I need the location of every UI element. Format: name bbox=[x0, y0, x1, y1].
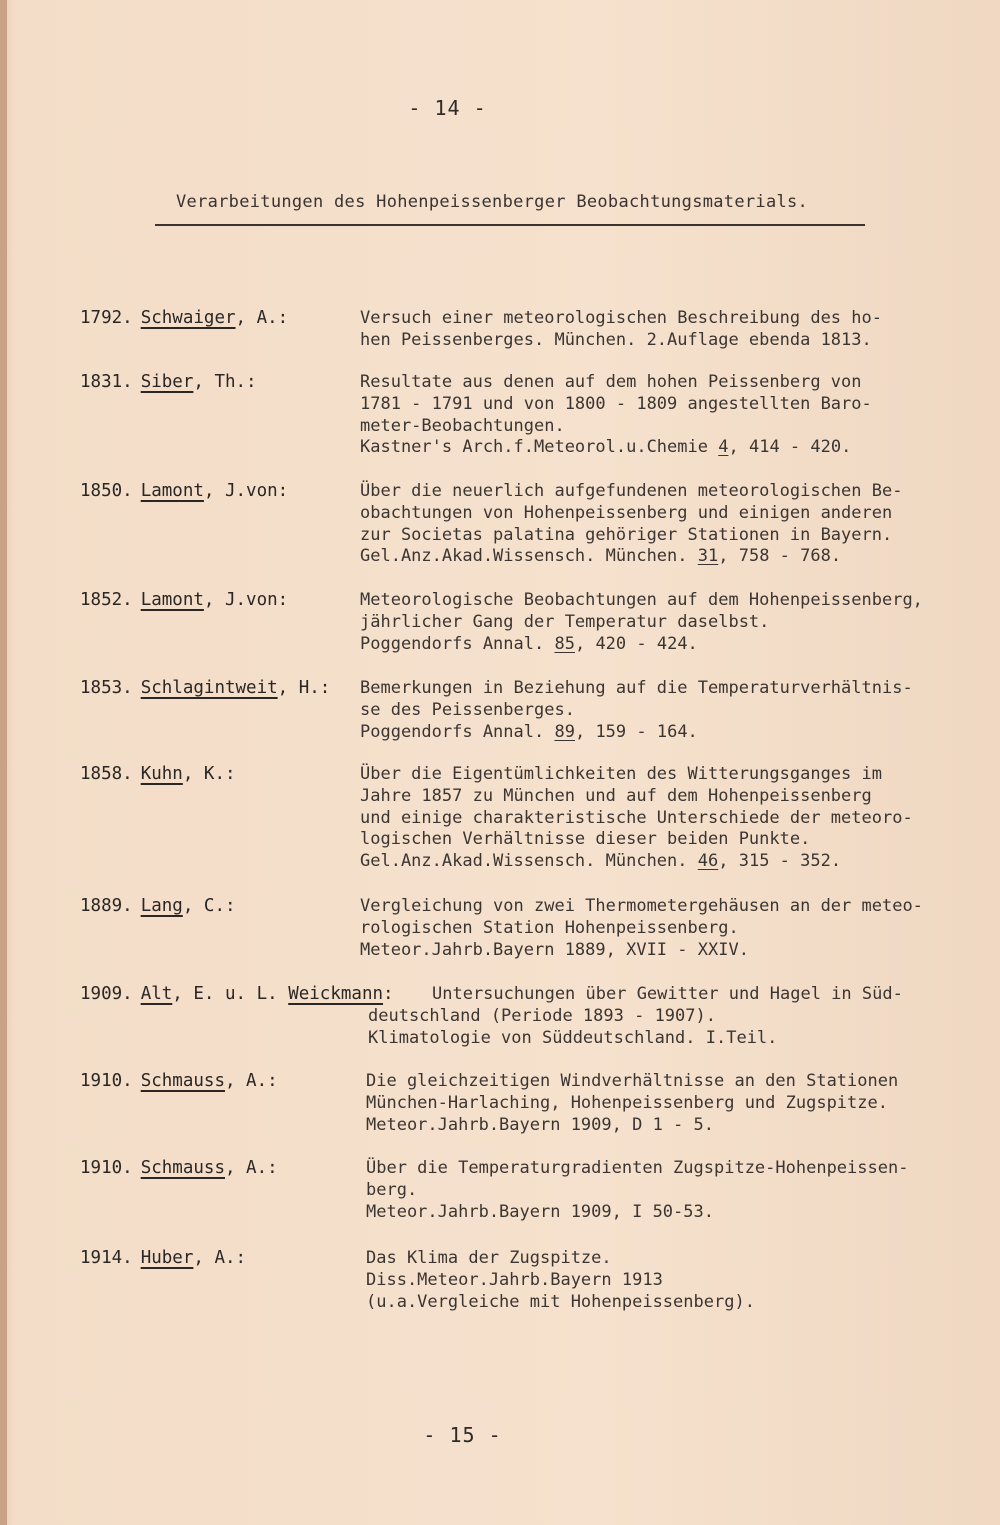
description-line: Resultate aus denen auf dem hohen Peissenberg von bbox=[360, 372, 862, 392]
description-line: se des Peissenberges. bbox=[360, 699, 575, 720]
description-line: Das Klima der Zugspitze. bbox=[366, 1248, 612, 1268]
entry-author-suffix: , Th.: bbox=[193, 372, 257, 392]
entry-reference bbox=[80, 590, 288, 610]
description-line: obachtungen von Hohenpeissenberg und einigen anderen bbox=[360, 502, 893, 523]
source-line bbox=[360, 437, 872, 459]
description-line: deutschland (Periode 1893 - 1907). bbox=[368, 1005, 716, 1026]
entry-author: Lamont bbox=[140, 590, 204, 610]
source-line bbox=[360, 722, 913, 744]
entry-author-suffix: , A.: bbox=[224, 1158, 278, 1178]
entry-year: 1858. bbox=[80, 764, 133, 784]
description-line: Diss.Meteor.Jahrb.Bayern 1913 bbox=[366, 1269, 663, 1290]
description-line: Meteor.Jahrb.Bayern 1909, D 1 - 5. bbox=[366, 1114, 714, 1135]
entry-author: Lang bbox=[140, 896, 183, 916]
entry-author: Schmauss bbox=[140, 1158, 225, 1178]
entry-author-suffix: , E. u. L. bbox=[172, 984, 289, 1004]
entry-year: 1853. bbox=[80, 678, 133, 698]
entry-description bbox=[360, 764, 913, 873]
entry-author-suffix: , K.: bbox=[182, 764, 236, 784]
page-number-bottom: - 15 - bbox=[423, 1423, 502, 1447]
entry-description bbox=[366, 1071, 898, 1136]
source-pages: , 414 - 420. bbox=[728, 437, 852, 458]
entry-author: Alt bbox=[140, 984, 173, 1004]
source-title: Gel.Anz.Akad.Wissensch. München. bbox=[360, 851, 688, 872]
description-line: Über die neuerlich aufgefundenen meteorologischen Be- bbox=[360, 481, 903, 501]
entry-reference bbox=[80, 678, 330, 698]
description-line: Meteor.Jahrb.Bayern 1889, XVII - XXIV. bbox=[360, 939, 749, 960]
entry-reference bbox=[80, 308, 288, 328]
description-line: Über die Eigentümlichkeiten des Witterungsganges im bbox=[360, 764, 882, 784]
entry-reference bbox=[80, 1248, 246, 1268]
entry-author: Kuhn bbox=[140, 764, 183, 784]
entry-reference bbox=[80, 481, 288, 501]
source-pages: , 758 - 768. bbox=[718, 546, 842, 567]
description-line: Meteor.Jahrb.Bayern 1909, I 50-53. bbox=[366, 1201, 714, 1222]
entry-description bbox=[360, 372, 872, 459]
description-line: meter-Beobachtungen. bbox=[360, 415, 565, 436]
entry-description bbox=[432, 984, 903, 1006]
description-line: jährlicher Gang der Temperatur daselbst. bbox=[360, 611, 770, 632]
entry-author-suffix: , J.von: bbox=[203, 481, 289, 501]
entry-author-second-suffix: : bbox=[383, 984, 394, 1004]
entry-year: 1909. bbox=[80, 984, 133, 1004]
entry-author-suffix: , H.: bbox=[277, 678, 331, 698]
description-line: hen Peissenberges. München. 2.Auflage ebenda 1813. bbox=[360, 329, 872, 350]
entry-description bbox=[360, 896, 923, 961]
entry-author: Schwaiger bbox=[140, 308, 236, 328]
source-pages: , 159 - 164. bbox=[574, 721, 698, 742]
entry-author: Huber bbox=[140, 1248, 194, 1268]
entry-reference bbox=[80, 1158, 278, 1178]
entry-reference bbox=[80, 984, 394, 1004]
entry-author-suffix: , A.: bbox=[235, 308, 289, 328]
entry-year: 1852. bbox=[80, 590, 133, 610]
description-line: rologischen Station Hohenpeissenberg. bbox=[360, 917, 739, 938]
entry-year: 1792. bbox=[80, 308, 133, 328]
section-heading: Verarbeitungen des Hohenpeissenberger Beobachtungsmaterials. bbox=[176, 192, 809, 212]
description-line: Untersuchungen über Gewitter und Hagel in Süd- bbox=[432, 984, 903, 1004]
page-number-top: - 14 - bbox=[408, 96, 487, 120]
heading-underline bbox=[155, 224, 865, 226]
entry-year: 1889. bbox=[80, 896, 133, 916]
entry-description bbox=[360, 590, 923, 655]
entry-description bbox=[360, 678, 913, 743]
entry-author: Schlagintweit bbox=[140, 678, 278, 698]
source-title: Poggendorfs Annal. bbox=[360, 721, 545, 742]
source-volume: 85 bbox=[554, 633, 575, 654]
description-line: und einige charakteristische Unterschiede der meteoro- bbox=[360, 807, 913, 828]
source-line bbox=[360, 634, 923, 656]
source-volume: 89 bbox=[554, 721, 575, 742]
entry-reference bbox=[80, 1071, 278, 1091]
entry-description bbox=[366, 1158, 908, 1223]
entry-author: Siber bbox=[140, 372, 194, 392]
entry-description bbox=[360, 308, 882, 352]
entry-author-suffix: , A.: bbox=[193, 1248, 247, 1268]
paper-edge-shadow bbox=[0, 0, 7, 1525]
entry-year: 1850. bbox=[80, 481, 133, 501]
description-line: Klimatologie von Süddeutschland. I.Teil. bbox=[368, 1027, 778, 1048]
entry-reference bbox=[80, 764, 236, 784]
description-line: berg. bbox=[366, 1179, 418, 1200]
description-line: Meteorologische Beobachtungen auf dem Hohenpeissenberg, bbox=[360, 590, 923, 610]
source-pages: , 315 - 352. bbox=[718, 851, 842, 872]
description-line: Über die Temperaturgradienten Zugspitze-Hohenpeissen- bbox=[366, 1158, 909, 1178]
source-title: Gel.Anz.Akad.Wissensch. München. bbox=[360, 546, 688, 567]
description-line: Vergleichung von zwei Thermometergehäusen an der meteo- bbox=[360, 896, 923, 916]
entry-author-suffix: , C.: bbox=[182, 896, 236, 916]
entry-description bbox=[360, 481, 902, 568]
source-volume: 31 bbox=[697, 546, 719, 567]
entry-reference bbox=[80, 372, 257, 392]
description-line: 1781 - 1791 und von 1800 - 1809 angestellten Baro- bbox=[360, 393, 872, 414]
entry-year: 1914. bbox=[80, 1248, 133, 1268]
entry-year: 1831. bbox=[80, 372, 133, 392]
entry-author-suffix: , J.von: bbox=[203, 590, 289, 610]
source-line bbox=[360, 546, 902, 568]
entry-reference bbox=[80, 896, 236, 916]
description-line: Jahre 1857 zu München und auf dem Hohenpeissenberg bbox=[360, 785, 872, 806]
description-line: Versuch einer meteorologischen Beschreibung des ho- bbox=[360, 308, 882, 328]
entry-year: 1910. bbox=[80, 1071, 133, 1091]
entry-description-continued bbox=[368, 1006, 777, 1050]
description-line: logischen Verhältnisse dieser beiden Punkte. bbox=[360, 829, 811, 850]
description-line: München-Harlaching, Hohenpeissenberg und Zugspitze. bbox=[366, 1092, 888, 1113]
entry-author-suffix: , A.: bbox=[224, 1071, 278, 1091]
entry-author: Schmauss bbox=[140, 1071, 225, 1091]
source-volume: 4 bbox=[718, 437, 729, 458]
entry-year: 1910. bbox=[80, 1158, 133, 1178]
source-line bbox=[360, 851, 913, 873]
description-line: zur Societas palatina gehöriger Stationen in Bayern. bbox=[360, 524, 893, 545]
source-title: Poggendorfs Annal. bbox=[360, 633, 545, 654]
entry-author: Lamont bbox=[140, 481, 204, 501]
description-line: (u.a.Vergleiche mit Hohenpeissenberg). bbox=[366, 1291, 755, 1312]
source-pages: , 420 - 424. bbox=[574, 633, 698, 654]
entry-author-second: Weickmann bbox=[288, 984, 384, 1004]
description-line: Bemerkungen in Beziehung auf die Temperaturverhältnis- bbox=[360, 678, 913, 698]
source-volume: 46 bbox=[697, 851, 719, 872]
entry-description bbox=[366, 1248, 755, 1313]
description-line: Die gleichzeitigen Windverhältnisse an den Stationen bbox=[366, 1071, 899, 1091]
source-title: Kastner's Arch.f.Meteorol.u.Chemie bbox=[360, 437, 708, 458]
